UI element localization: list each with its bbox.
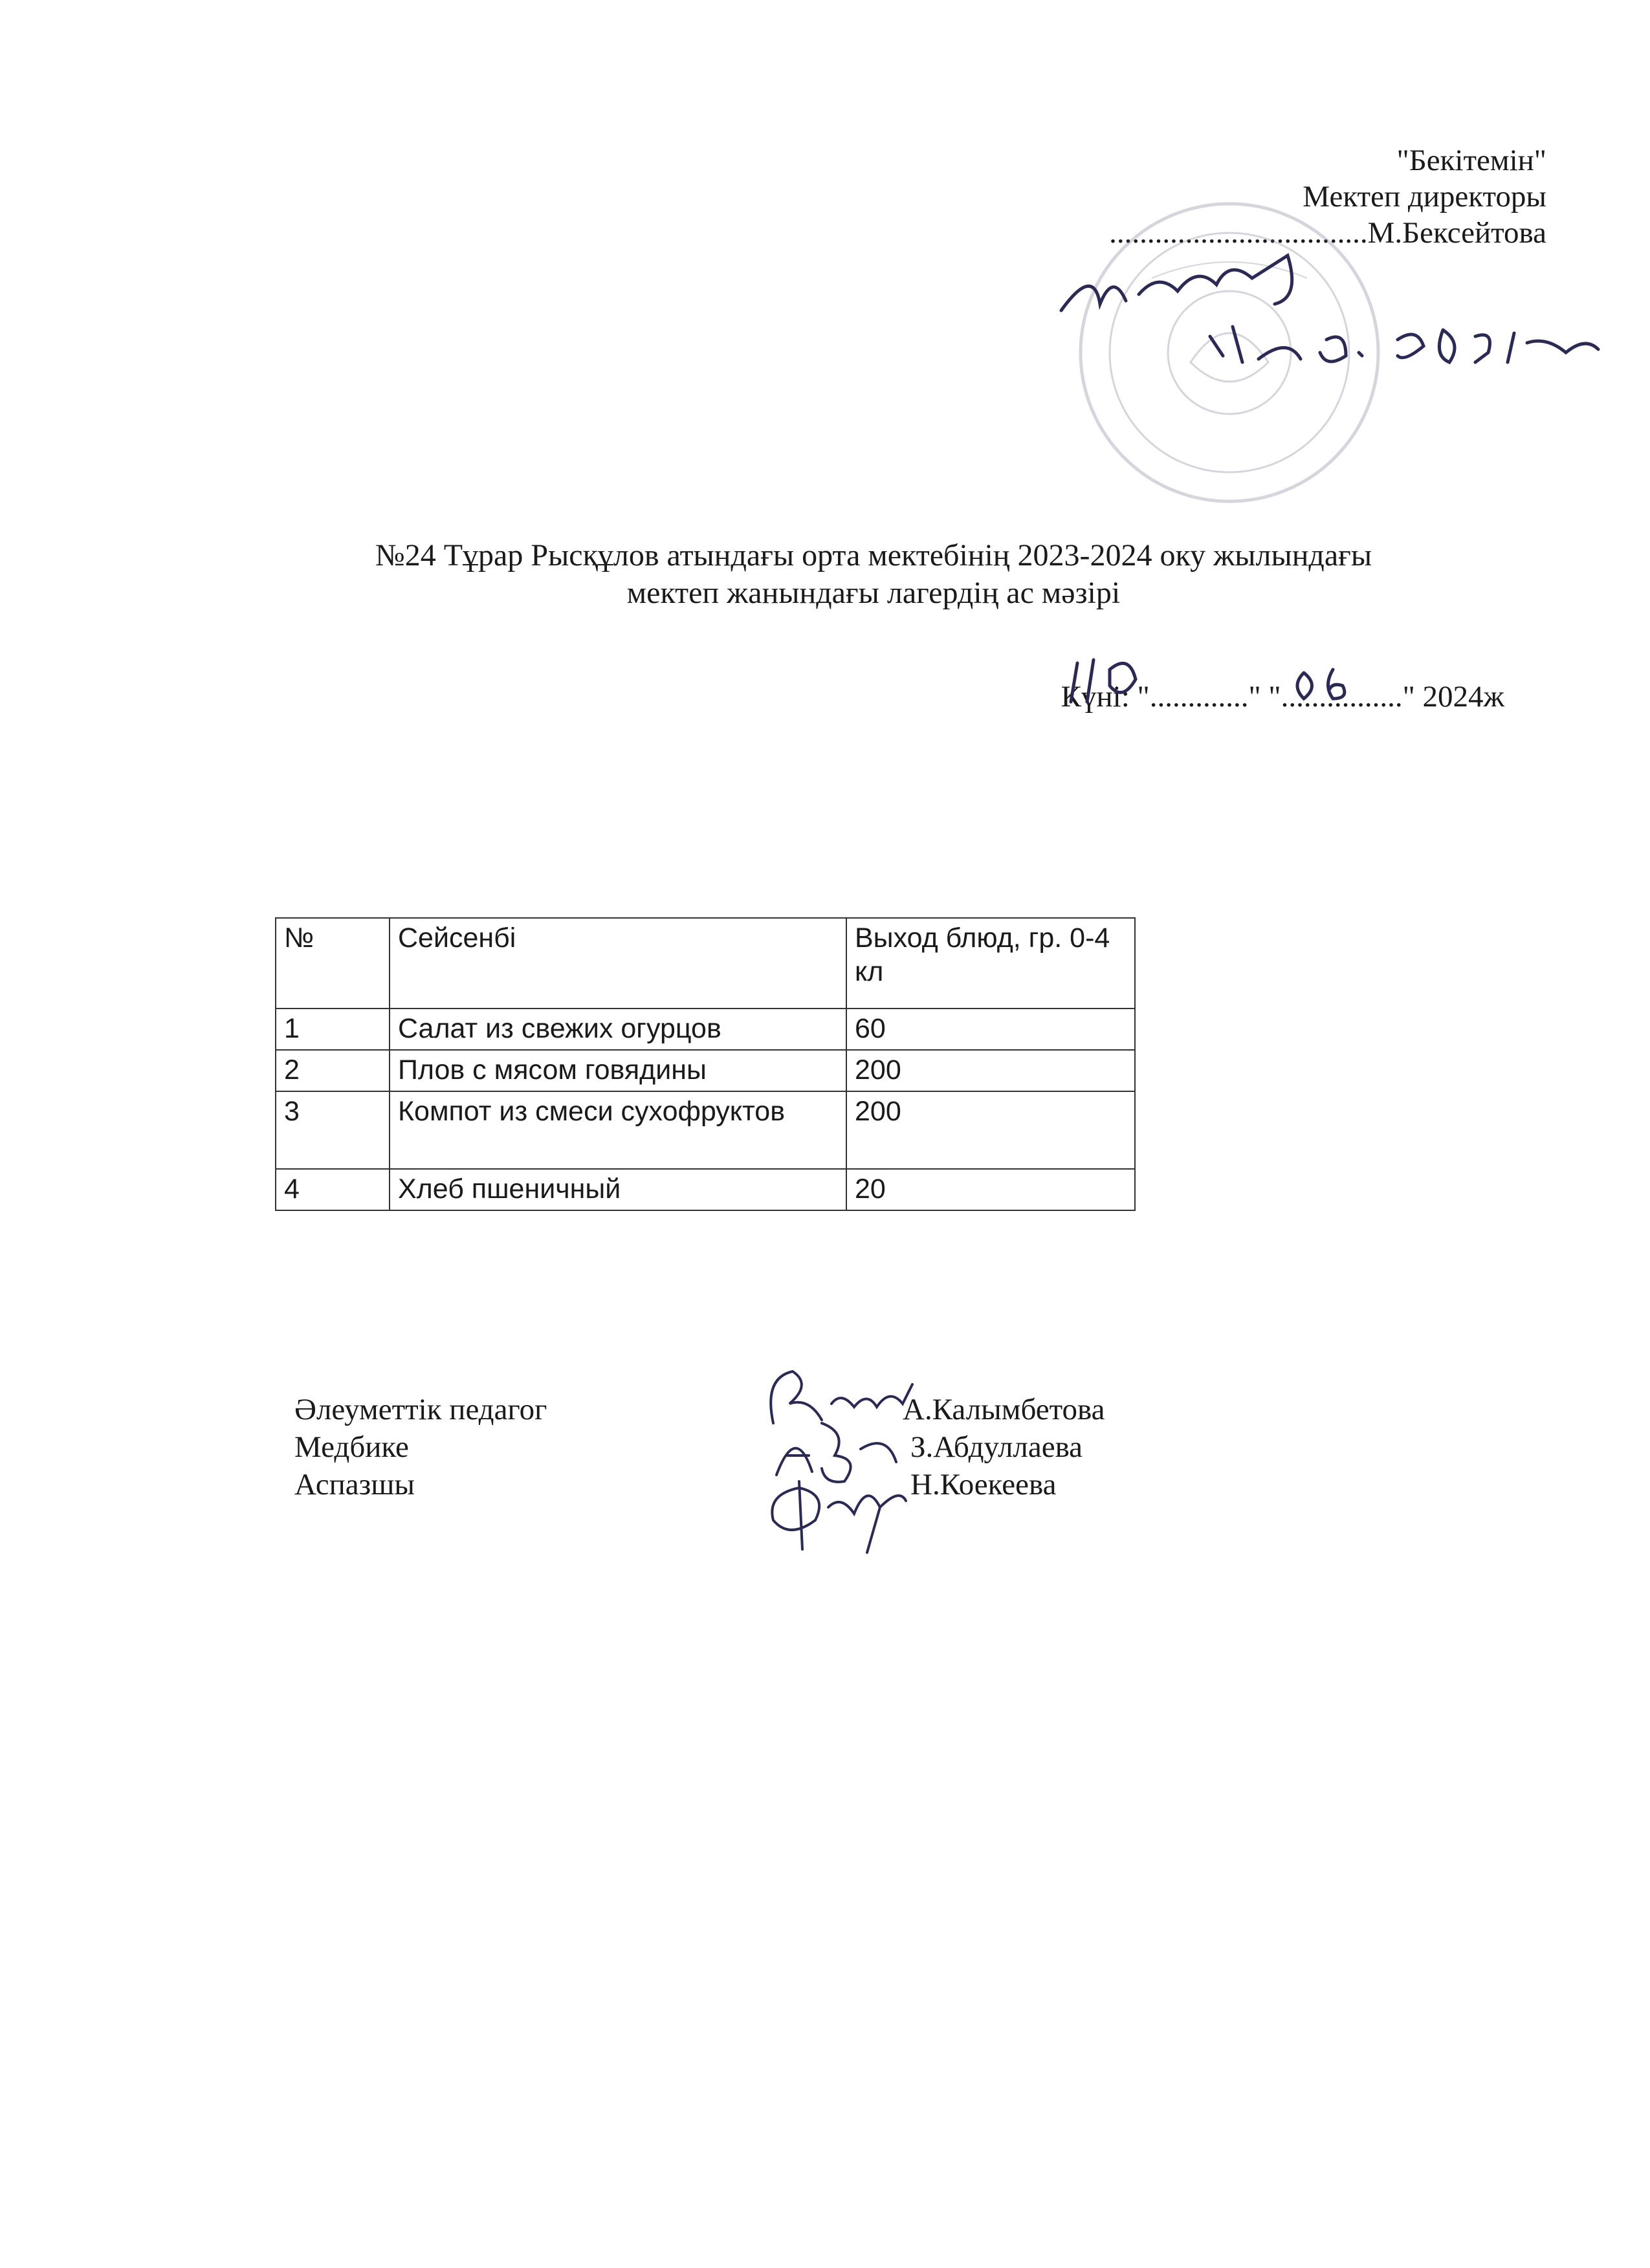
row-dish: Компот из смеси сухофруктов [390, 1091, 846, 1169]
row-output: 20 [846, 1169, 1135, 1210]
row-output: 60 [846, 1009, 1135, 1050]
approval-signature-line: ..................................М.Бексейтова [1109, 216, 1546, 250]
row-dish: Хлеб пшеничный [390, 1169, 846, 1210]
round-stamp [1081, 204, 1378, 501]
title-line-1: №24 Тұрар Рысқұлов атындағы орта мектебінің 2023-2024 оку жылындағы [375, 538, 1372, 572]
signer-role: Медбике [294, 1430, 409, 1464]
approval-position: Мектеп директоры [1303, 180, 1546, 213]
signature-koekeeva [772, 1481, 906, 1553]
signature-kalymbetova [771, 1371, 912, 1423]
row-number: 2 [276, 1050, 390, 1091]
row-number: 1 [276, 1009, 390, 1050]
approval-label: "Бекітемін" [1396, 144, 1546, 177]
header-number: № [276, 918, 390, 1009]
header-day: Сейсенбі [390, 918, 846, 1009]
handwritten-day-month [1071, 660, 1345, 702]
signer-name: З.Абдуллаева [910, 1430, 1083, 1464]
row-dish: Плов с мясом говядины [390, 1050, 846, 1091]
date-line: Күні: "............." "................" 2024ж [1061, 680, 1504, 714]
row-number: 4 [276, 1169, 390, 1210]
signer-name: Н.Коекеева [910, 1468, 1057, 1501]
row-output: 200 [846, 1050, 1135, 1091]
signer-role: Әлеуметтік педагог [294, 1393, 547, 1426]
header-output: Выход блюд, гр. 0-4 кл [846, 918, 1135, 1009]
row-dish: Салат из свежих огурцов [390, 1009, 846, 1050]
row-number: 3 [276, 1091, 390, 1169]
signer-role: Аспазшы [294, 1468, 415, 1501]
signature-abdullaeva [776, 1423, 896, 1482]
row-output: 200 [846, 1091, 1135, 1169]
title-line-2: мектеп жанындағы лагердің ас мәзірі [626, 576, 1121, 610]
handwritten-date-stamp [1210, 327, 1598, 362]
signer-name: А.Калымбетова [903, 1393, 1105, 1426]
